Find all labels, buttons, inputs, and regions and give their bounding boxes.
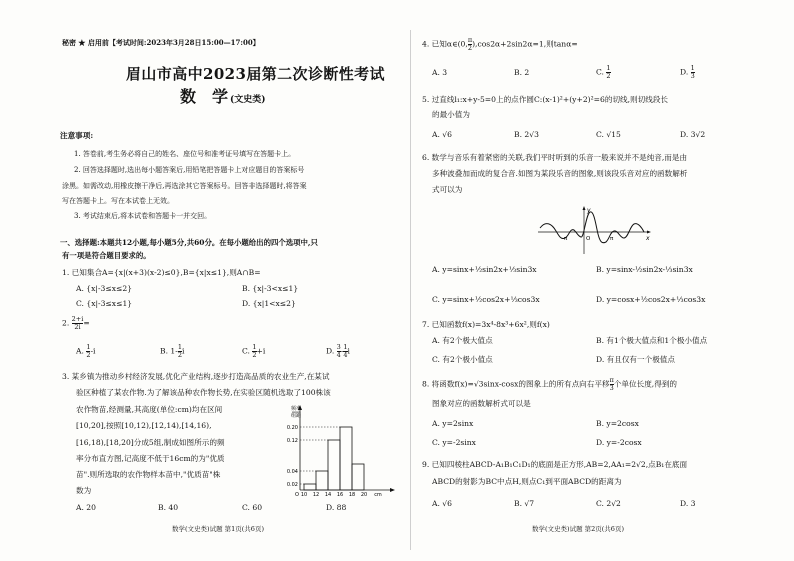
histogram-bar: [340, 427, 352, 490]
q1-option-a: A. {x|-3≤x≤2}: [76, 284, 133, 293]
q9-option-c: C. 2√2: [596, 499, 621, 508]
histogram-bar: [304, 484, 316, 490]
q9-option-d: D. 3: [680, 499, 696, 508]
q5-stem-cont: 的最小值为: [432, 110, 470, 119]
q8-option-b: B. y=2cosx: [596, 419, 639, 428]
page-divider: [410, 30, 411, 550]
q2-option-a: A. $\frac{1}{2}$ -i: [76, 343, 96, 359]
waveform-graph: [534, 204, 654, 256]
q4-option-a: A. 3: [432, 68, 448, 77]
q2-stem: 2. $\frac{2+i}{2i}$ =: [62, 315, 90, 331]
q9-option-a: A. √6: [432, 499, 452, 508]
histogram-y-label-bottom: 组距: [290, 413, 302, 419]
q7-stem: 7. 已知函数f(x)=3x⁴-8x³+6x²,则f(x): [422, 320, 550, 329]
q6-option-a: A. y=sinx+½sin2x+⅓sin3x: [432, 265, 537, 274]
q3-line: 数为: [76, 486, 92, 495]
wave-pos-pi: π: [610, 236, 614, 242]
q4-stem: 4. 已知α∈(0, $\frac{\pi}{2}$ ),cos2α+2sin2α=1,则tanα=: [422, 36, 578, 52]
notes-heading: 注意事项:: [60, 131, 94, 140]
q8-stem-cont: 图象对应的函数解析式可以是: [432, 399, 531, 408]
q8-option-d: D. y=-2cosx: [596, 438, 642, 447]
q3-option-b: B. 40: [158, 503, 179, 512]
histogram-x-unit: cm: [374, 492, 382, 496]
q6-line: 式可以为: [432, 185, 463, 194]
section1-heading-cont: 有一项是符合题目要求的。: [62, 251, 151, 260]
q3-line: [16,18),[18,20]分成5组,制成如图所示的频: [76, 438, 225, 447]
q8-option-a: A. y=2sinx: [432, 419, 474, 428]
q6-option-b: B. y=sinx-½sin2x-⅓sin3x: [596, 265, 693, 274]
wave-x-label: x: [646, 235, 650, 242]
q9-stem: 9. 已知四棱柱ABCD-A₁B₁C₁D₁的底面是正方形,AB=2,AA₁=2√2,点B₁在底面: [422, 460, 688, 469]
q8-option-c: C. y=-2sinx: [432, 438, 476, 447]
q7-option-d: D. 有且仅有一个极值点: [596, 355, 675, 364]
histogram-y-tick: 0.20: [286, 425, 298, 431]
q3-option-c: C. 60: [242, 503, 263, 512]
histogram-y-tick: 0.12: [286, 438, 298, 444]
histogram-y-label-top: 频率: [290, 406, 302, 412]
frequency-histogram: [280, 400, 402, 496]
histogram-x-tick: 18: [348, 492, 356, 496]
q9-stem-cont: ABCD的射影为BC中点H,则点C₁到平面ABCD的距离为: [432, 477, 622, 486]
q6-line: 6. 数学与音乐有着紧密的关联,我们平时听到的乐音一般来说并不是纯音,而是由: [422, 153, 688, 162]
wave-y-label: y: [587, 207, 591, 214]
q5-option-a: A. √6: [432, 130, 452, 139]
q5-stem: 5. 过直线l₁:x+y-5=0上的点作圆C:(x-1)²+(y+2)²=6的切线,则切线段长: [422, 95, 669, 104]
q1-option-c: C. {x|-3≤x≤1}: [76, 299, 133, 308]
note-item: 2. 回答选择题时,选出每小题答案后,用铅笔把答题卡上对应题目的答案标号: [74, 166, 305, 174]
q3-line: 农作物苗,经测量,其高度(单位:cm)均在区间: [76, 405, 223, 414]
histogram-x-arrow: [390, 488, 395, 492]
q1-option-d: D. {x|1<x≤2}: [242, 299, 296, 308]
histogram-y-tick: 0.02: [286, 482, 298, 488]
q5-option-d: D. 3√2: [680, 130, 706, 139]
histogram-x-tick: 14: [324, 492, 332, 496]
note-item: 1. 答卷前,考生务必将自己的姓名、座位号和准考证号填写在答题卡上。: [74, 150, 296, 158]
q6-option-d: D. y=cosx+½cos2x+⅓cos3x: [596, 295, 706, 304]
q4-option-b: B. 2: [514, 68, 530, 77]
histogram-x-tick: 20: [360, 492, 368, 496]
q7-option-b: B. 有1个极大值点和1个极小值点: [596, 336, 708, 345]
q4-option-c: C. $\frac{1}{2}$: [596, 64, 611, 80]
subject-title: 数 学 (文史类): [180, 87, 266, 106]
q2-option-c: C. $\frac{1}{2}$ +i: [242, 343, 266, 359]
q3-option-d: D. 88: [326, 503, 347, 512]
section1-heading: 一、选择题:本题共12小题,每小题5分,共60分。在每小题给出的四个选项中,只: [60, 238, 318, 247]
exam-time-header: 秘密 ★ 启用前【考试时间:2023年3月28日15:00—17:00】: [62, 38, 260, 47]
histogram-bar: [316, 471, 328, 490]
histogram-origin: O: [295, 492, 299, 496]
q5-option-b: B. 2√3: [514, 130, 539, 139]
histogram-x-tick: 12: [312, 492, 320, 496]
q2-option-b: B. 1- $\frac{1}{2}$ i: [160, 343, 185, 359]
q3-line: [10,20],按照[10,12),[12,14),[14,16),: [76, 421, 212, 430]
histogram-x-tick: 10: [300, 492, 308, 496]
q8-stem: 8. 将函数f(x)=√3sinx-cosx的图象上的所有点向右平移 $\frac{\pi}{3}$ 个单位长度,得到的: [422, 376, 678, 392]
q2-option-d: D. $\frac{3}{4}$ - $\frac{1}{4}$ i: [326, 343, 350, 359]
q1-option-b: B. {x|-3<x≤1}: [242, 284, 299, 293]
histogram-y-tick: 0.04: [286, 469, 298, 475]
q3-line: 苗".则所选取的农作物样本苗中,"优质苗"株: [76, 470, 221, 479]
q3-line: 验区种植了某农作物.为了解该品种农作物长势,在实验区随机选取了100株该: [76, 388, 331, 397]
q5-option-c: C. √15: [596, 130, 621, 139]
note-item: 涂黑。如需改动,用橡皮擦干净后,再选涂其它答案标号。回答非选择题时,将答案: [62, 182, 307, 190]
q6-option-c: C. y=sinx+½cos2x+⅓cos3x: [432, 295, 540, 304]
left-page-footer: 数学(文史类)试题 第1页(共6页): [172, 525, 264, 533]
q9-option-b: B. √7: [514, 499, 535, 508]
wave-neg-pi: -π: [562, 236, 568, 242]
note-item: 写在答题卡上。写在本试卷上无效。: [62, 197, 174, 205]
q7-option-a: A. 有2个极大值点: [432, 336, 493, 345]
histogram-bar: [328, 440, 340, 490]
q7-option-c: C. 有2个极小值点: [432, 355, 493, 364]
q3-option-a: A. 20: [76, 503, 96, 512]
right-page-footer: 数学(文史类)试题 第2页(共6页): [532, 525, 624, 533]
histogram-x-tick: 16: [336, 492, 344, 496]
q4-option-d: D. $\frac{1}{3}$: [680, 64, 695, 80]
q1-stem: 1. 已知集合A={x|(x+3)(x-2)≤0},B={x|x≤1},则A∩B=: [62, 268, 261, 277]
note-item: 3. 考试结束后,将本试卷和答题卡一并交回。: [74, 212, 212, 220]
q6-line: 多种波叠加而成的复合音.如图为某段乐音的图象,则该段乐音对应的函数解析: [432, 169, 688, 178]
q3-line: 3. 某乡镇为推动乡村经济发展,优化产业结构,逐步打造高品质的农业生产,在某试: [62, 372, 330, 381]
exam-title: 眉山市高中2023届第二次诊断性考试: [126, 65, 385, 83]
histogram-bar: [352, 464, 364, 490]
q3-line: 率分布直方图,记高度不低于16cm的为"优质: [76, 454, 225, 463]
wave-origin: O: [586, 236, 591, 242]
